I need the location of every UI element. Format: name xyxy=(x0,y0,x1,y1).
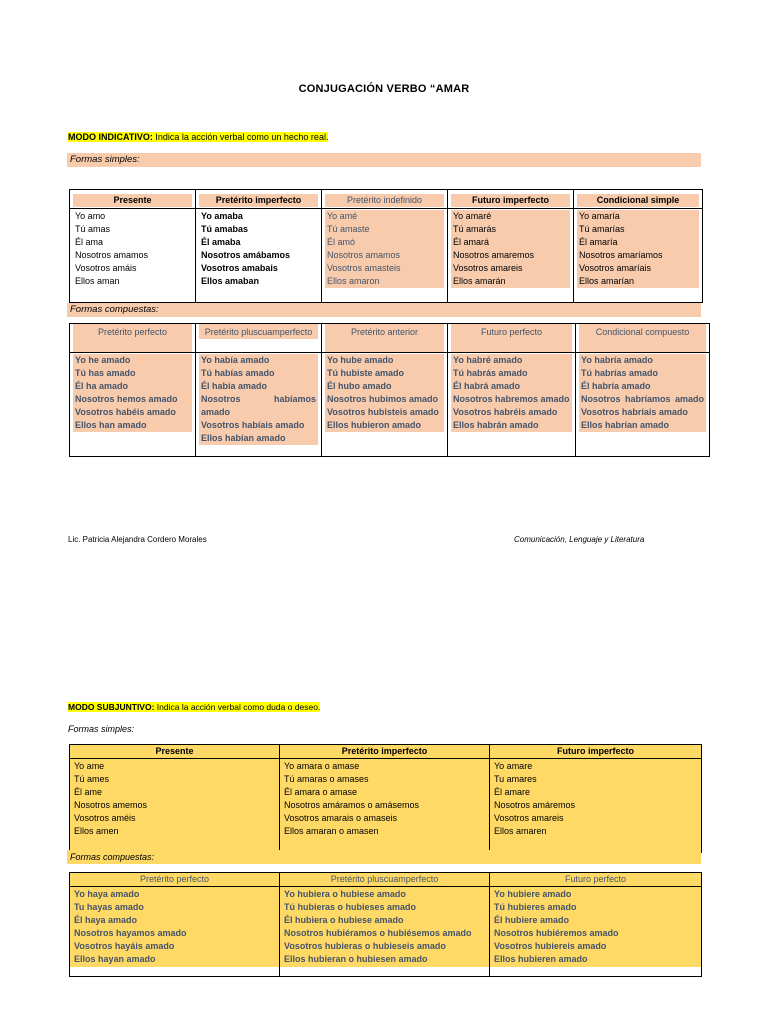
conjugation: Tú amarías xyxy=(579,224,625,234)
conjugation: Tú hubieres amado xyxy=(494,902,577,912)
column-header: Presente xyxy=(70,745,280,759)
conjugation: Él hubiera o hubiese amado xyxy=(284,915,404,925)
indicativo-description: Indica la acción verbal como un hecho real. xyxy=(155,132,329,142)
conjugation: Nosotros habíamos amado xyxy=(201,394,316,417)
column-header: Futuro imperfecto xyxy=(448,190,574,209)
conjugation: Ellos amaron xyxy=(327,276,380,286)
conjugation: Tú hubieras o hubieses amado xyxy=(284,902,417,912)
conjugation: Ellos hubieran o hubiesen amado xyxy=(284,954,428,964)
conjugation: Nosotros amaríamos xyxy=(579,250,663,260)
conjugation: Vosotros habréis amado xyxy=(453,407,558,417)
indicativo-label: MODO INDICATIVO: xyxy=(68,132,153,142)
conjugation: Él habría amado xyxy=(581,381,651,391)
conjugation: Ellos habrían amado xyxy=(581,420,670,430)
column-header: Pretérito perfecto xyxy=(70,324,196,353)
conjugation: Vosotros amareis xyxy=(494,813,564,823)
column-header: Futuro perfecto xyxy=(448,324,576,353)
subjuntivo-label: MODO SUBJUNTIVO: xyxy=(68,702,155,712)
table-cell xyxy=(490,887,702,977)
conjugation: Nosotros amáremos xyxy=(494,800,576,810)
table-cell xyxy=(196,353,322,457)
column-header: Futuro imperfecto xyxy=(490,745,702,759)
conjugation: Nosotros hayamos amado xyxy=(74,928,187,938)
table-cell xyxy=(322,353,448,457)
conjugation: Vosotros habíais amado xyxy=(201,420,305,430)
conjugation: Vosotros amáis xyxy=(75,263,137,273)
conjugation: Yo amaría xyxy=(579,211,620,221)
page-title: CONJUGACIÓN VERBO “AMAR xyxy=(298,83,470,95)
conjugation: Vosotros amaríais xyxy=(579,263,652,273)
conjugation: Ellos amarían xyxy=(579,276,635,286)
table-cell xyxy=(70,353,196,457)
conjugation: Yo amare xyxy=(494,761,533,771)
conjugation: Vosotros amareis xyxy=(453,263,523,273)
conjugation: Ellos aman xyxy=(75,276,120,286)
conjugation: Tu hayas amado xyxy=(74,902,144,912)
conjugation: Yo ame xyxy=(74,761,105,771)
subjuntivo-simples-table xyxy=(69,744,702,853)
subjuntivo-heading xyxy=(68,701,320,713)
conjugation: Él amara o amase xyxy=(284,787,358,797)
conjugation: Yo he amado xyxy=(75,355,131,365)
footer-author: Lic. Patricia Alejandra Cordero Morales xyxy=(68,535,207,544)
subjuntivo-compuestas-table xyxy=(69,872,702,977)
conjugation: Vosotros hubisteis amado xyxy=(327,407,439,417)
conjugation: Él había amado xyxy=(201,381,268,391)
conjugation: Yo amaré xyxy=(453,211,492,221)
conjugation: Yo amaba xyxy=(201,211,243,221)
footer-subject: Comunicación, Lenguaje y Literatura xyxy=(514,535,645,544)
table-cell xyxy=(70,759,280,853)
conjugation: Ellos hayan amado xyxy=(74,954,156,964)
indicativo-simples-table xyxy=(69,189,703,303)
conjugation: Ellos hubieren amado xyxy=(494,954,588,964)
conjugation: Tú amaras o amases xyxy=(284,774,369,784)
column-header: Pretérito imperfecto xyxy=(280,745,490,759)
conjugation: Él ha amado xyxy=(75,381,129,391)
conjugation: Nosotros amaremos xyxy=(453,250,535,260)
table-cell xyxy=(280,887,490,977)
conjugation: Él ame xyxy=(74,787,103,797)
conjugation: Nosotros hubiéremos amado xyxy=(494,928,619,938)
column-header: Condicional compuesto xyxy=(576,324,710,353)
indicativo-compuestas-band: Formas compuestas: xyxy=(67,303,701,317)
conjugation: Tú amarás xyxy=(453,224,497,234)
table-cell xyxy=(448,209,574,303)
column-header: Presente xyxy=(70,190,196,209)
conjugation: Ellos amaran o amasen xyxy=(284,826,379,836)
conjugation: Yo había amado xyxy=(201,355,270,365)
table-cell xyxy=(70,887,280,977)
conjugation: Ellos habían amado xyxy=(201,433,286,443)
conjugation: Yo amara o amase xyxy=(284,761,360,771)
conjugation: Yo hubiera o hubiese amado xyxy=(284,889,406,899)
conjugation: Nosotros hubimos amado xyxy=(327,394,439,404)
conjugation: Él amare xyxy=(494,787,531,797)
conjugation: Nosotros amábamos xyxy=(201,250,291,260)
subjuntivo-compuestas-band: Formas compuestas: xyxy=(67,850,701,864)
conjugation: Vosotros habéis amado xyxy=(75,407,176,417)
conjugation: Tú amas xyxy=(75,224,111,234)
conjugation: Él hubiere amado xyxy=(494,915,570,925)
subjuntivo-description: Indica la acción verbal como duda o deseo. xyxy=(156,702,321,712)
table-cell xyxy=(576,353,710,457)
conjugation: Nosotros amamos xyxy=(327,250,401,260)
conjugation: Él amará xyxy=(453,237,490,247)
indicativo-heading xyxy=(68,131,328,143)
conjugation: Yo haya amado xyxy=(74,889,140,899)
conjugation: Yo habría amado xyxy=(581,355,653,365)
table-cell xyxy=(322,209,448,303)
conjugation: Él habrá amado xyxy=(453,381,521,391)
conjugation: Vosotros amarais o amaseis xyxy=(284,813,398,823)
column-header: Condicional simple xyxy=(574,190,703,209)
column-header: Pretérito pluscuamperfecto xyxy=(280,873,490,887)
conjugation: Vosotros hubiereis amado xyxy=(494,941,607,951)
conjugation: Vosotros amasteis xyxy=(327,263,401,273)
column-header: Pretérito indefinido xyxy=(322,190,448,209)
table-cell xyxy=(574,209,703,303)
conjugation: Él hubo amado xyxy=(327,381,392,391)
conjugation: Yo amé xyxy=(327,211,358,221)
conjugation: Vosotros hayáis amado xyxy=(74,941,175,951)
conjugation: Ellos hubieron amado xyxy=(327,420,422,430)
conjugation: Tú amaste xyxy=(327,224,370,234)
conjugation: Él amó xyxy=(327,237,356,247)
conjugation: Él ama xyxy=(75,237,104,247)
conjugation: Él haya amado xyxy=(74,915,138,925)
table-cell xyxy=(490,759,702,853)
conjugation: Ellos amarán xyxy=(453,276,506,286)
indicativo-simples-band: Formas simples: xyxy=(67,153,701,167)
conjugation: Vosotros améis xyxy=(74,813,136,823)
table-cell xyxy=(196,209,322,303)
table-cell xyxy=(448,353,576,457)
table-cell xyxy=(280,759,490,853)
indicativo-compuestas-table xyxy=(69,323,710,457)
conjugation: Yo amo xyxy=(75,211,106,221)
conjugation: Ellos amaban xyxy=(201,276,260,286)
conjugation: Nosotros hubiéramos o hubiésemos amado xyxy=(284,928,472,938)
table-cell xyxy=(70,209,196,303)
conjugation: Él amaba xyxy=(201,237,241,247)
conjugation: Nosotros hemos amado xyxy=(75,394,178,404)
subjuntivo-simples-label: Formas simples: xyxy=(68,724,135,734)
conjugation: Tú habrás amado xyxy=(453,368,528,378)
conjugation: Ellos amen xyxy=(74,826,119,836)
conjugation: Tú habrías amado xyxy=(581,368,659,378)
conjugation: Nosotros amemos xyxy=(74,800,148,810)
conjugation: Tú hubiste amado xyxy=(327,368,405,378)
conjugation: Tu amares xyxy=(494,774,537,784)
conjugation: Nosotros habremos amado xyxy=(453,394,570,404)
column-header: Pretérito pluscuamperfecto xyxy=(196,324,322,353)
conjugation: Vosotros amabais xyxy=(201,263,278,273)
conjugation: Tú amabas xyxy=(201,224,249,234)
conjugation: Nosotros amáramos o amásemos xyxy=(284,800,420,810)
column-header: Pretérito perfecto xyxy=(70,873,280,887)
column-header: Pretérito anterior xyxy=(322,324,448,353)
conjugation: Vosotros hubieras o hubieseis amado xyxy=(284,941,446,951)
conjugation: Ellos amaren xyxy=(494,826,547,836)
conjugation: Yo hube amado xyxy=(327,355,394,365)
conjugation: Tú ames xyxy=(74,774,110,784)
conjugation: Vosotros habríais amado xyxy=(581,407,688,417)
conjugation: Tú habías amado xyxy=(201,368,275,378)
conjugation: Él amaría xyxy=(579,237,618,247)
conjugation: Ellos habrán amado xyxy=(453,420,539,430)
conjugation: Nosotros amamos xyxy=(75,250,149,260)
conjugation: Ellos han amado xyxy=(75,420,147,430)
column-header: Pretérito imperfecto xyxy=(196,190,322,209)
conjugation: Yo habré amado xyxy=(453,355,523,365)
conjugation: Yo hubiere amado xyxy=(494,889,572,899)
conjugation: Tú has amado xyxy=(75,368,136,378)
conjugation: Nosotros habríamos amado xyxy=(581,394,704,404)
column-header: Futuro perfecto xyxy=(490,873,702,887)
